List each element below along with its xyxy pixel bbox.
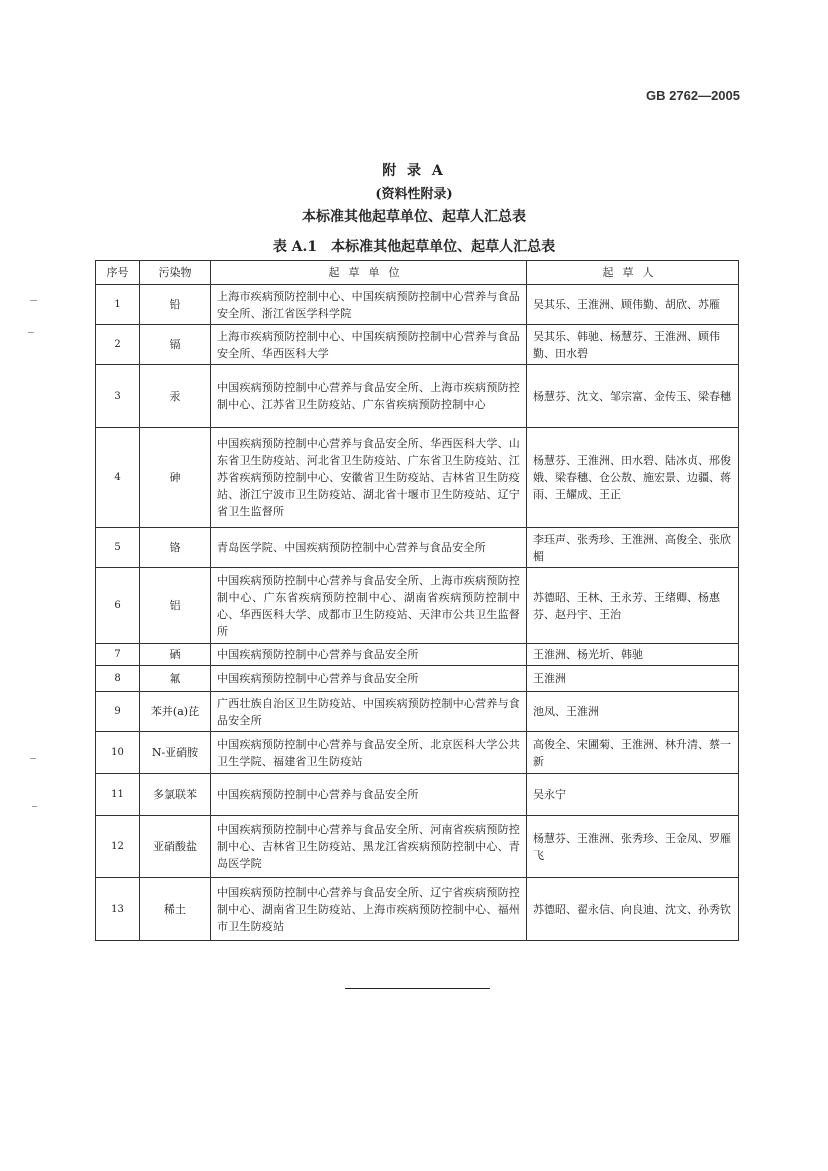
- row-units: 中国疾病预防控制中心营养与食品安全所: [211, 644, 527, 666]
- table-row: [96, 365, 739, 428]
- row-drafters: 吴永宁: [527, 774, 739, 816]
- row-pollutant: 汞: [140, 365, 211, 428]
- row-pollutant: 苯并(a)芘: [140, 692, 211, 732]
- scan-mark: [30, 758, 36, 759]
- row-drafters: 池凤、王淮洲: [527, 692, 739, 732]
- scan-mark: [28, 332, 34, 333]
- row-drafters: 王淮洲: [527, 666, 739, 692]
- row-pollutant: 铝: [140, 568, 211, 644]
- table-caption: [0, 236, 828, 256]
- row-units: 上海市疾病预防控制中心、中国疾病预防控制中心营养与食品安全所、华西医科大学: [211, 325, 527, 365]
- row-units: 中国疾病预防控制中心营养与食品安全所、华西医科大学、山东省卫生防疫站、河北省卫生防疫站、广东省卫生防疫站、江苏省疾病预防控制中心、安徽省卫生防疫站、吉林省卫生防疫站、浙江宁波市卫生防疫站、湖北省十堰市卫生防疫站、辽宁省卫生监督所: [211, 428, 527, 528]
- header-drafters: 起草人: [527, 261, 739, 285]
- row-units: 中国疾病预防控制中心营养与食品安全所、河南省疾病预防控制中心、吉林省卫生防疫站、黑龙江省疾病预防控制中心、青岛医学院: [211, 816, 527, 878]
- table-row: [96, 732, 739, 774]
- table-row: [96, 528, 739, 568]
- row-drafters: 杨慧芬、王淮洲、张秀珍、王金凤、罗雁飞: [527, 816, 739, 878]
- table-row: [96, 816, 739, 878]
- row-no: 1: [96, 285, 140, 325]
- row-units: 中国疾病预防控制中心营养与食品安全所、上海市疾病预防控制中心、江苏省卫生防疫站、广东省疾病预防控制中心: [211, 365, 527, 428]
- drafters-table: [95, 260, 739, 941]
- row-drafters: 吴其乐、韩驰、杨慧芬、王淮洲、顾伟勤、田水碧: [527, 325, 739, 365]
- row-pollutant: 铬: [140, 528, 211, 568]
- table-row: [96, 666, 739, 692]
- row-units: 中国疾病预防控制中心营养与食品安全所、北京医科大学公共卫生学院、福建省卫生防疫站: [211, 732, 527, 774]
- end-of-annex-rule: [345, 988, 490, 989]
- row-pollutant: 多氯联苯: [140, 774, 211, 816]
- scan-mark: [30, 300, 37, 301]
- table-row: [96, 285, 739, 325]
- row-drafters: 吴其乐、王淮洲、顾伟勤、胡欣、苏雁: [527, 285, 739, 325]
- row-drafters: 李珏声、张秀珍、王淮洲、高俊全、张欣楣: [527, 528, 739, 568]
- table-row: [96, 692, 739, 732]
- row-no: 13: [96, 878, 140, 941]
- annex-label: 附 录 A: [382, 163, 446, 179]
- table-row: [96, 428, 739, 528]
- row-pollutant: 镉: [140, 325, 211, 365]
- scan-mark: [32, 806, 37, 807]
- row-pollutant: 铅: [140, 285, 211, 325]
- row-drafters: 杨慧芬、沈文、邹宗富、金传玉、梁春穗: [527, 365, 739, 428]
- row-no: 12: [96, 816, 140, 878]
- row-no: 9: [96, 692, 140, 732]
- row-no: 11: [96, 774, 140, 816]
- table-caption-number: 表 A.1: [272, 239, 318, 255]
- row-pollutant: N-亚硝胺: [140, 732, 211, 774]
- row-pollutant: 硒: [140, 644, 211, 666]
- annex-nature: (资料性附录): [375, 187, 453, 202]
- header-no: 序号: [96, 261, 140, 285]
- row-no: 6: [96, 568, 140, 644]
- row-pollutant: 亚硝酸盐: [140, 816, 211, 878]
- row-drafters: 苏德昭、翟永信、向良迪、沈文、孙秀钦: [527, 878, 739, 941]
- annex-title: 本标准其他起草单位、起草人汇总表: [302, 209, 526, 225]
- table-header-row: [96, 261, 739, 285]
- table-row: [96, 878, 739, 941]
- row-no: 8: [96, 666, 140, 692]
- row-no: 4: [96, 428, 140, 528]
- row-pollutant: 砷: [140, 428, 211, 528]
- row-units: 中国疾病预防控制中心营养与食品安全所、辽宁省疾病预防控制中心、湖南省卫生防疫站、上海市疾病预防控制中心、福州市卫生防疫站: [211, 878, 527, 941]
- standard-code: GB 2762—2005: [646, 88, 740, 103]
- header-units: 起草单位: [211, 261, 527, 285]
- row-drafters: 杨慧芬、王淮洲、田水碧、陆冰贞、邢俊娥、梁春穗、仓公敖、施宏景、边疆、蒋雨、王耀成、王正: [527, 428, 739, 528]
- row-no: 3: [96, 365, 140, 428]
- row-units: 上海市疾病预防控制中心、中国疾病预防控制中心营养与食品安全所、浙江省医学科学院: [211, 285, 527, 325]
- table-caption-title: 本标准其他起草单位、起草人汇总表: [331, 239, 556, 255]
- row-pollutant: 氟: [140, 666, 211, 692]
- table-row: [96, 568, 739, 644]
- row-no: 5: [96, 528, 140, 568]
- row-pollutant: 稀土: [140, 878, 211, 941]
- row-units: 中国疾病预防控制中心营养与食品安全所: [211, 666, 527, 692]
- row-no: 2: [96, 325, 140, 365]
- row-units: 青岛医学院、中国疾病预防控制中心营养与食品安全所: [211, 528, 527, 568]
- row-units: 广西壮族自治区卫生防疫站、中国疾病预防控制中心营养与食品安全所: [211, 692, 527, 732]
- row-units: 中国疾病预防控制中心营养与食品安全所、上海市疾病预防控制中心、广东省疾病预防控制中心、湖南省疾病预防控制中心、华西医科大学、成都市卫生防疫站、天津市公共卫生监督所: [211, 568, 527, 644]
- row-no: 10: [96, 732, 140, 774]
- table-row: [96, 774, 739, 816]
- table-row: [96, 325, 739, 365]
- table-row: [96, 644, 739, 666]
- row-units: 中国疾病预防控制中心营养与食品安全所: [211, 774, 527, 816]
- row-no: 7: [96, 644, 140, 666]
- row-drafters: 苏德昭、王林、王永芳、王绪卿、杨惠芬、赵丹宇、王治: [527, 568, 739, 644]
- row-drafters: 高俊全、宋圃菊、王淮洲、林升清、蔡一新: [527, 732, 739, 774]
- row-drafters: 王淮洲、杨光圻、韩驰: [527, 644, 739, 666]
- header-pollutant: 污染物: [140, 261, 211, 285]
